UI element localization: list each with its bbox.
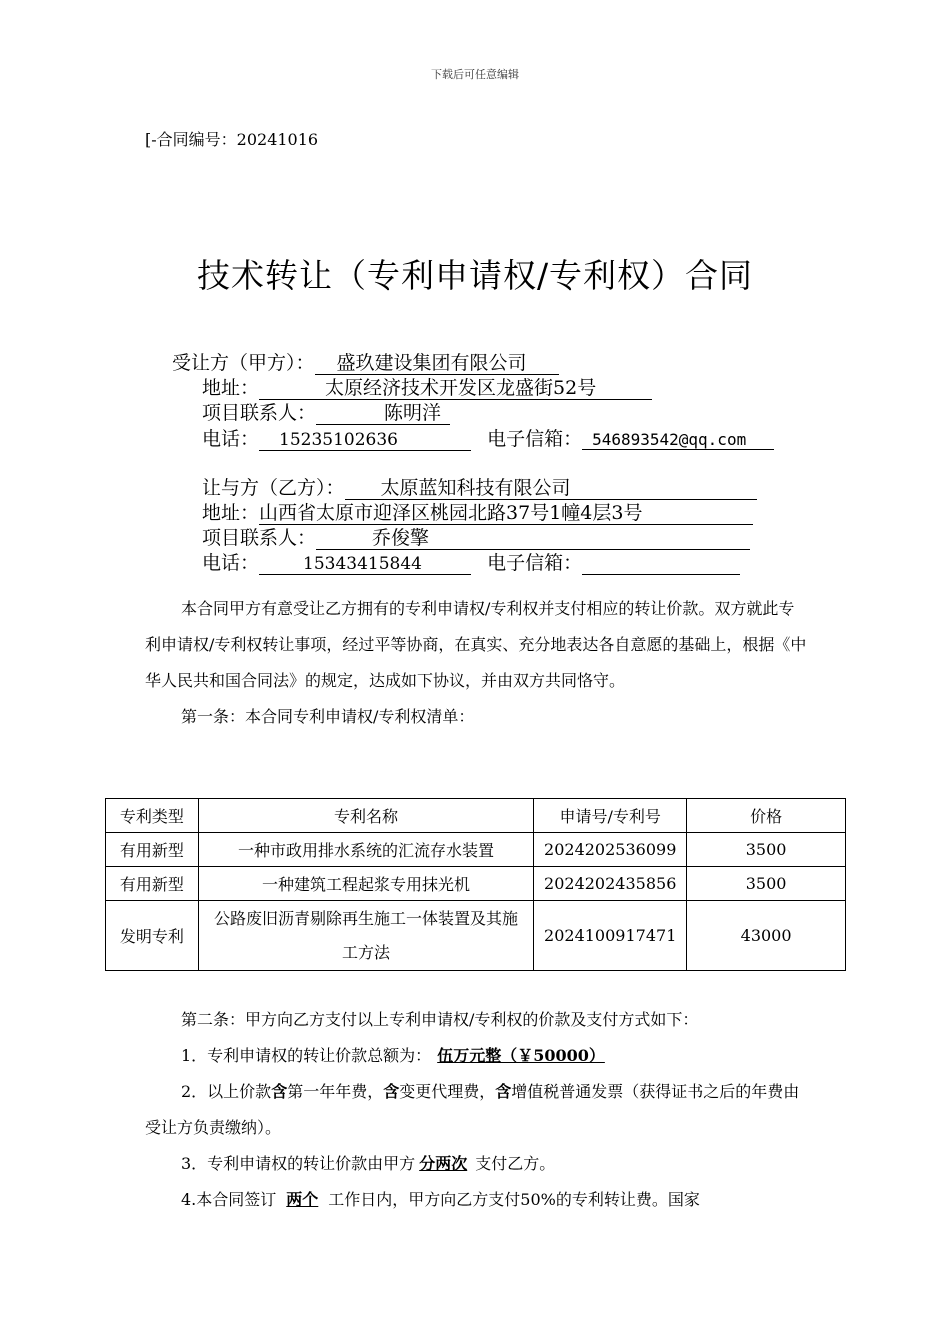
item2-text: 2．以上价款 (181, 1082, 272, 1101)
party-a-contact-label: 项目联系人： (202, 402, 317, 424)
item4-suffix: 工作日内，甲方向乙方支付50%的专利转让费。国家 (328, 1190, 700, 1209)
table-header-cell: 价格 (687, 799, 846, 833)
party-b-email-label: 电子信箱： (487, 552, 583, 574)
payment-installments: 分两次 (419, 1154, 468, 1173)
item4-prefix: 4.本合同签订 (181, 1190, 277, 1209)
item2-text: 增值税普通发票（获得证书之后的年费由受让方负责缴纳）。 (145, 1082, 800, 1137)
table-row (106, 833, 846, 867)
intro-paragraph: 本合同甲方有意受让乙方拥有的专利申请权/专利权并支付相应的转让价款。双方就此专利申请权/专利权转让事项，经过平等协商，在真实、充分地表达各自意愿的基础上，根据《中华人民共和国合同法》的规定，达成如下协议，并由双方共同恪守。 (145, 599, 807, 690)
patent-type-cell: 有用新型 (106, 833, 199, 867)
table-row (106, 867, 846, 901)
patent-name-cell: 一种市政用排水系统的汇流存水装置 (198, 833, 533, 867)
party-a-name: 盛玖建设集团有限公司 (315, 354, 559, 375)
patent-name-cell: 一种建筑工程起浆专用抹光机 (198, 867, 533, 901)
patent-number-cell: 2024202435856 (534, 867, 687, 901)
party-a-phone-line (202, 424, 774, 451)
item2-includes: 含 (271, 1082, 288, 1101)
party-b-address-line (202, 498, 753, 525)
intro-paragraph-block (145, 591, 810, 735)
patent-number-cell: 2024100917471 (534, 901, 687, 971)
article2-heading: 第二条：甲方向乙方支付以上专利申请权/专利权的价款及支付方式如下： (181, 1010, 699, 1029)
item2-text: 第一年年费， (287, 1082, 384, 1101)
patent-price-cell: 43000 (687, 901, 846, 971)
patent-number-cell: 2024202536099 (534, 833, 687, 867)
table-header-cell: 申请号/专利号 (534, 799, 687, 833)
party-b-contact: 乔俊擎 (316, 529, 750, 550)
table-header-row (106, 799, 846, 833)
patent-name-cell: 公路废旧沥青剔除再生施工一体装置及其施工方法 (198, 901, 533, 971)
party-a-phone-label: 电话： (202, 428, 260, 450)
party-a-address: 太原经济技术开发区龙盛街52号 (259, 379, 652, 400)
article2-item2 (145, 1074, 810, 1146)
article2-item1 (145, 1038, 810, 1074)
party-b-address: 山西省太原市迎泽区桃园北路37号1幢4层3号 (259, 504, 753, 525)
party-b-phone-label: 电话： (202, 552, 260, 574)
contract-number: [-合同编号：20241016 (145, 130, 319, 149)
patent-price-cell: 3500 (687, 833, 846, 867)
article1-heading: 第一条：本合同专利申请权/专利权清单： (181, 707, 475, 726)
party-b-phone-line (202, 548, 740, 575)
working-days: 两个 (286, 1190, 319, 1209)
item2-includes: 含 (383, 1082, 400, 1101)
party-a-address-line (202, 373, 652, 400)
total-amount: 伍万元整（￥50000） (437, 1046, 605, 1065)
article2-block (145, 1002, 810, 1218)
patent-price-cell: 3500 (687, 867, 846, 901)
party-b-name: 太原蓝知科技有限公司 (345, 479, 757, 500)
article2-item4 (145, 1182, 810, 1218)
table-header-cell: 专利名称 (198, 799, 533, 833)
party-a-email: 546893542@qq.com (582, 432, 774, 450)
party-a-label: 受让方（甲方）： (172, 352, 315, 374)
party-a-contact: 陈明洋 (316, 404, 450, 425)
party-b-contact-line (202, 523, 750, 550)
patent-type-cell: 有用新型 (106, 867, 199, 901)
patent-table (105, 798, 846, 971)
party-b-address-label: 地址： (202, 502, 260, 524)
party-a-phone: 15235102636 (259, 432, 471, 451)
article2-item3 (145, 1146, 810, 1182)
table-header-cell: 专利类型 (106, 799, 199, 833)
party-b-label: 让与方（乙方）： (202, 477, 345, 499)
party-b-phone: 15343415844 (259, 556, 471, 575)
party-a-contact-line (202, 398, 450, 425)
party-a-name-line (172, 348, 559, 375)
party-b-name-line (202, 473, 757, 500)
download-note: 下载后可任意编辑 (431, 68, 519, 81)
item1-prefix: 1．专利申请权的转让价款总额为： (181, 1046, 432, 1065)
item2-includes: 含 (495, 1082, 512, 1101)
party-a-address-label: 地址： (202, 377, 260, 399)
item3-suffix: 支付乙方。 (475, 1154, 556, 1173)
table-row (106, 901, 846, 971)
document-title: 技术转让（专利申请权/专利权）合同 (196, 256, 754, 295)
party-b-contact-label: 项目联系人： (202, 527, 317, 549)
party-a-email-label: 电子信箱： (487, 428, 583, 450)
patent-type-cell: 发明专利 (106, 901, 199, 971)
item2-text: 变更代理费， (399, 1082, 496, 1101)
party-b-email (582, 555, 740, 575)
item3-prefix: 3．专利申请权的转让价款由甲方 (181, 1154, 416, 1173)
